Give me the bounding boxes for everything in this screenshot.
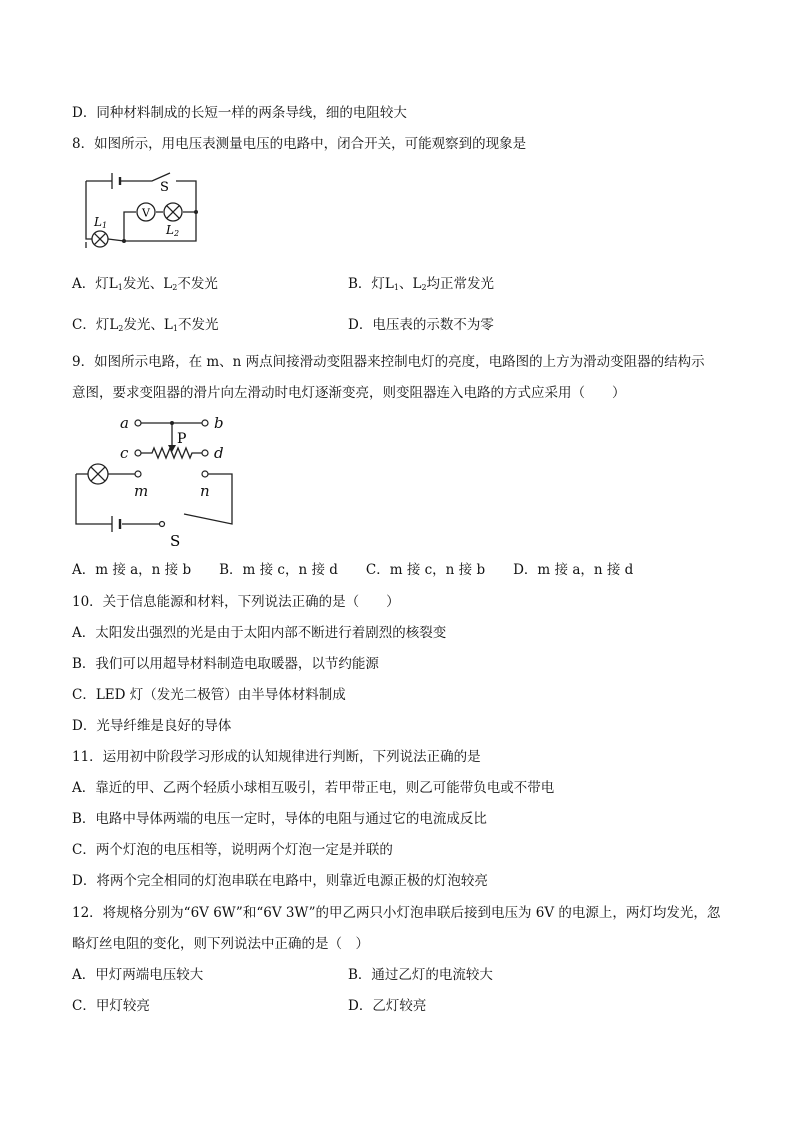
terminal-b-label: b bbox=[214, 414, 224, 432]
terminal-c-label: c bbox=[120, 444, 129, 462]
q11-option-d: D．将两个完全相同的灯泡串联在电路中，则靠近电源正极的灯泡较亮 bbox=[72, 873, 488, 889]
q8-option-a: A．灯$L_1$发光、$L_2$不发光 bbox=[72, 276, 218, 292]
q9-option-c: C．m 接 c，n 接 b bbox=[365, 562, 486, 578]
lamp-icon bbox=[88, 464, 108, 484]
q12-stem-line2: 略灯丝电阻的变化，则下列说法中正确的是（ ） bbox=[72, 936, 369, 952]
q9-option-d: D．m 接 a，n 接 d bbox=[513, 562, 634, 578]
q12-option-d: D．乙灯较亮 bbox=[348, 998, 427, 1014]
lamp-l1-icon bbox=[92, 231, 108, 247]
q8-option-b: B．灯$L_1$、$L_2$均正常发光 bbox=[348, 276, 495, 292]
q10-option-b: B．我们可以用超导材料制造电取暖器，以节约能源 bbox=[72, 656, 379, 672]
q11-stem: 11．运用初中阶段学习形成的认知规律进行判断，下列说法正确的是 bbox=[72, 749, 481, 765]
q10-stem: 10．关于信息能源和材料，下列说法正确的是（ ） bbox=[72, 594, 400, 610]
terminal-d-label: d bbox=[214, 444, 224, 462]
q9-circuit-diagram bbox=[72, 412, 242, 548]
q10-option-d: D．光导纤维是良好的导体 bbox=[72, 718, 232, 734]
q11-option-c: C．两个灯泡的电压相等，说明两个灯泡一定是并联的 bbox=[72, 842, 393, 858]
lamp-l2-icon bbox=[164, 203, 182, 221]
q11-option-a: A．靠近的甲、乙两个轻质小球相互吸引，若甲带正电，则乙可能带负电或不带电 bbox=[72, 780, 555, 796]
q10-option-c: C．LED 灯（发光二极管）由半导体材料制成 bbox=[72, 687, 346, 703]
q12-option-b: B．通过乙灯的电流较大 bbox=[348, 967, 493, 983]
switch-s-label: S bbox=[170, 532, 181, 550]
voltmeter-icon bbox=[137, 203, 155, 221]
q8-stem: 8．如图所示，用电压表测量电压的电路中，闭合开关，可能观察到的现象是 bbox=[72, 136, 527, 152]
q9-options bbox=[72, 561, 661, 579]
q7-option-d: D．同种材料制成的长短一样的两条导线，细的电阻较大 bbox=[72, 105, 407, 121]
q9-option-a: A．m 接 a，n 接 b bbox=[72, 562, 192, 578]
switch-label: S bbox=[160, 180, 169, 195]
terminal-m-label: m bbox=[134, 482, 149, 500]
slider-p-label: P bbox=[177, 431, 187, 447]
l2-label: L2 bbox=[166, 223, 180, 238]
q10-option-a: A．太阳发出强烈的光是由于太阳内部不断进行着剧烈的核裂变 bbox=[72, 625, 447, 641]
terminal-a-label: a bbox=[120, 414, 129, 432]
q8-option-c: C．灯$L_2$发光、$L_1$不发光 bbox=[72, 317, 219, 333]
q12-option-a: A．甲灯两端电压较大 bbox=[72, 967, 204, 983]
q12-stem-line1: 12．将规格分别为“6V 6W”和“6V 3W”的甲乙两只小灯泡串联后接到电压为 6V 的电源上，两灯均发光，忽 bbox=[72, 905, 721, 921]
svg-text:V: V bbox=[142, 206, 150, 220]
q11-option-b: B．电路中导体两端的电压一定时，导体的电阻与通过它的电流成反比 bbox=[72, 811, 487, 827]
q12-option-c: C．甲灯较亮 bbox=[72, 998, 150, 1014]
q8-option-d: D．电压表的示数不为零 bbox=[348, 317, 494, 333]
q9-option-b: B．m 接 c，n 接 d bbox=[219, 562, 338, 578]
q9-stem-line2: 意图，要求变阻器的滑片向左滑动时电灯逐渐变亮，则变阻器连入电路的方式应采用（ ） bbox=[72, 385, 626, 401]
l1-label: L1 bbox=[94, 215, 108, 230]
q9-stem-line1: 9．如图所示电路，在 m、n 两点间接滑动变阻器来控制电灯的亮度，电路图的上方为滑动变阻器的结构示 bbox=[72, 354, 705, 370]
terminal-n-label: n bbox=[200, 482, 210, 500]
q8-circuit-diagram bbox=[80, 168, 210, 248]
